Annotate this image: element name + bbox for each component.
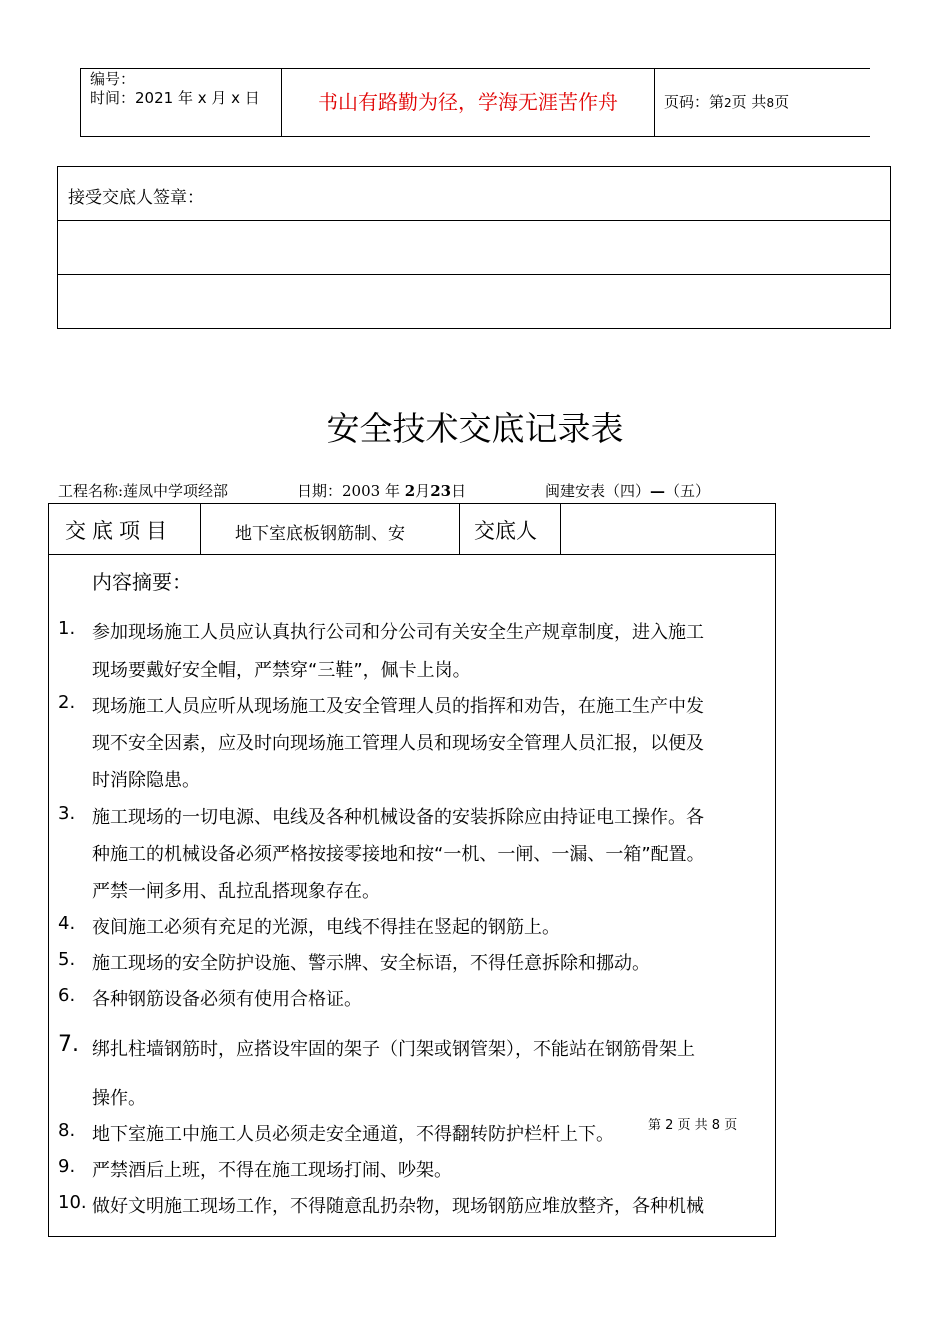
item-line: 参加现场施工人员应认真执行公司和分公司有关安全生产规章制度，进入施工	[92, 622, 704, 643]
item-line: 种施工的机械设备必须严格按接零接地和按“一机、一闸、一漏、一箱”配置。	[92, 844, 705, 865]
item-line: 严禁酒后上班，不得在施工现场打闹、吵架。	[92, 1160, 452, 1181]
project-item-label: 交底项目	[65, 519, 173, 543]
signature-label: 接受交底人签章：	[68, 188, 204, 208]
item-number: 10.	[58, 1192, 87, 1213]
item-number: 2.	[58, 692, 76, 713]
signature-table	[57, 166, 891, 329]
motto: 书山有路勤为径，学海无涯苦作舟	[318, 90, 618, 114]
item-number: 3.	[58, 803, 76, 824]
item-line: 现场要戴好安全帽，严禁穿“三鞋”，佩卡上岗。	[92, 660, 471, 681]
summary-label: 内容摘要：	[92, 570, 192, 594]
table-divider	[560, 504, 561, 554]
date: 日期：2003 年 2月23日	[297, 482, 467, 500]
item-line: 施工现场的一切电源、电线及各种机械设备的安装拆除应由持证电工操作。各	[92, 807, 704, 828]
item-line: 现不安全因素，应及时向现场施工管理人员和现场安全管理人员汇报，以便及	[92, 733, 704, 754]
item-line: 操作。	[92, 1088, 146, 1109]
item-line: 地下室施工中施工人员必须走安全通道，不得翻转防护栏杆上下。	[92, 1124, 614, 1145]
code-label: 编号：	[90, 70, 136, 88]
header-info-cell	[81, 69, 282, 136]
item-line: 做好文明施工现场工作，不得随意乱扔杂物，现场钢筋应堆放整齐，各种机械	[92, 1196, 704, 1217]
item-line: 施工现场的安全防护设施、警示牌、安全标语，不得任意拆除和挪动。	[92, 953, 650, 974]
item-number: 8.	[58, 1120, 76, 1141]
header-box	[80, 68, 870, 137]
table-divider	[58, 274, 890, 275]
time-label: 时间：2021 年 x 月 x 日	[90, 89, 260, 107]
item-line: 各种钢筋设备必须有使用合格证。	[92, 989, 362, 1010]
table-divider	[49, 554, 775, 555]
project-item-value: 地下室底板钢筋制、安	[235, 524, 405, 544]
table-divider	[459, 504, 460, 554]
page-title: 安全技术交底记录表	[326, 409, 624, 448]
item-number: 1.	[58, 618, 76, 639]
header-page-cell	[655, 69, 870, 136]
item-number: 9.	[58, 1156, 76, 1177]
project-name: 工程名称:莲凤中学项经部	[58, 482, 229, 500]
table-divider	[58, 220, 890, 221]
item-line: 夜间施工必须有充足的光源，电线不得挂在竖起的钢筋上。	[92, 917, 560, 938]
item-line: 时消除隐患。	[92, 770, 200, 791]
item-number: 7.	[58, 1032, 79, 1057]
discloser-label: 交底人	[474, 519, 537, 543]
item-line: 严禁一闸多用、乱拉乱搭现象存在。	[92, 881, 380, 902]
item-number: 6.	[58, 985, 76, 1006]
form-code: 闽建安表（四）—（五）	[545, 482, 711, 500]
item-line: 绑扎柱墙钢筋时，应搭设牢固的架子（门架或钢管架），不能站在钢筋骨架上	[92, 1039, 695, 1060]
item-number: 5.	[58, 949, 76, 970]
item-number: 4.	[58, 913, 76, 934]
item-line: 现场施工人员应听从现场施工及安全管理人员的指挥和劝告，在施工生产中发	[92, 696, 704, 717]
header-motto-cell	[282, 69, 655, 136]
page-note: 第 2 页 共 8 页	[648, 1118, 738, 1133]
page-number: 页码：第2页 共8页	[664, 93, 790, 111]
table-divider	[200, 504, 201, 554]
